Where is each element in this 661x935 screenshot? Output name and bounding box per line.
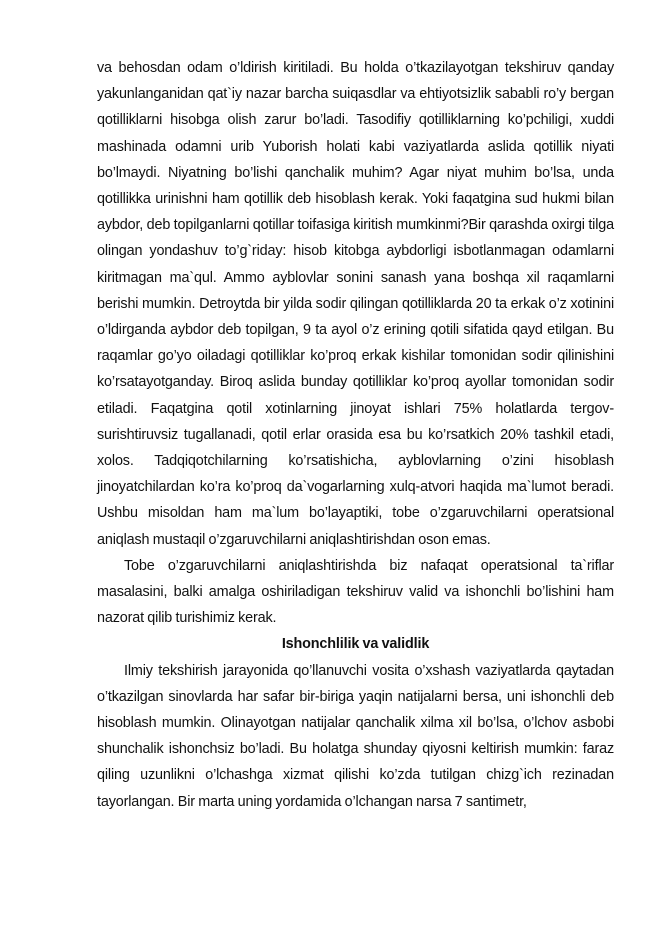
paragraph-intro: va behosdan odam o’ldirish kiritiladi. Bu holda o’tkazilayotgan tekshiruv qanday yakunlanganidan qat`iy nazar barcha suiqasdlar va ehtiyotsizlik sababli ro’y bergan qotilliklarni hisobga olish zarur bo’ladi. Tasodifiy qotilliklarning ko’pchiligi, xuddi mashinada odamni urib Yuborish holati kabi vaziyatlarda aslida qotillik niyati bo’lmaydi. Niyatning bo’lishi qanchalik muhim? Agar niyat muhim bo’lsa, unda qotillikka urinishni ham qotillik deb hisoblash kerak. Yoki faqatgina sud hukmi bilan aybdor, deb topilganlarni qotillar toifasiga kiritish mumkinmi?Bir qarashda oxirgi tilga olingan yondashuv to’g`riday: hisob kitobga aybdorligi isbotlanmagan odamlarni kiritmagan ma`qul. Ammo ayblovlar sonini sanash yana boshqa xil raqamlarni berishi mumkin. Detroytda bir yilda sodir qilingan qotilliklarda 20 ta erkak o’z xotinini o’ldirganda aybdor deb topilgan, 9 ta ayol o’z erining qotili sifatida qayd etilgan. Bu raqamlar go’yo oiladagi qotilliklar ko’proq erkak kishilar tomonidan sodir qilinishini ko’rsatayotganday. Biroq aslida bunday qotilliklar ko’proq ayollar tomonidan sodir etiladi. Faqatgina qotil xotinlarning jinoyat ishlari 75% holatlarda tergov-surishtiruvsiz tugallanadi, qotil erlar orasida esa bu ko’rsatkich 20% tashkil etadi, xolos. Tadqiqotchilarning ko’rsatishicha, ayblovlarning o’zini hisoblash jinoyatchilardan ko’ra ko’proq da`vogarlarning xulq-atvori haqida ma`lumot beradi. Ushbu misoldan ham ma`lum bo’layaptiki, tobe o’zgaruvchilarni operatsional aniqlash mustaqil o’zgaruvchilarni aniqlashtirishdan oson emas.	[97, 60, 614, 548]
paragraph-dependent-variables: Tobe o’zgaruvchilarni aniqlashtirishda biz nafaqat operatsional ta`riflar masalasini, balki amalga oshiriladigan tekshiruv valid va ishonchli bo’lishini ham nazorat qilib turishimiz kerak.	[97, 557, 614, 627]
paragraph-reliability: Ilmiy tekshirish jarayonida qo’llanuvchi vosita o’xshash vaziyatlarda qaytadan o’tkazilgan sinovlarda har safar bir-biriga yaqin natijalarni bersa, uni ishonchli deb hisoblash mumkin. Olinayotgan natijalar qanchalik xilma xil bo’lsa, o’lchov asbobi shunchalik ishonchsiz bo’ladi. Bu holatga shunday qiyosni keltirish mumkin: faraz qiling uzunlikni o’lchashga xizmat qilishi ko’zda tutilgan chizg`ich rezinadan tayorlangan. Bir marta uning yordamida o’lchangan narsa 7 santimetr,	[97, 662, 614, 810]
section-heading: Ishonchlilik va validlik	[281, 636, 430, 653]
document-page	[97, 55, 614, 815]
